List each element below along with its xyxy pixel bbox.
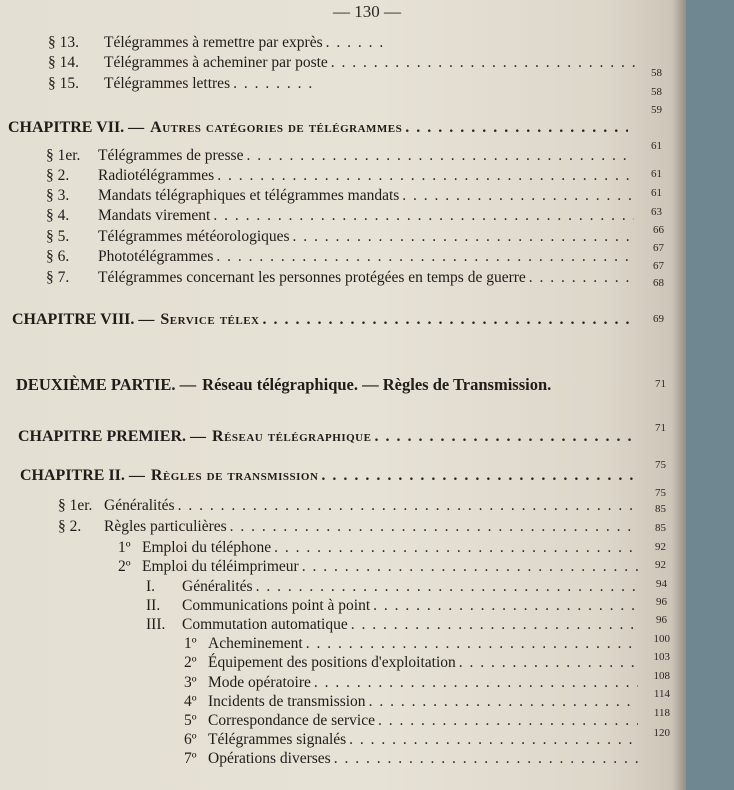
leader-dots — [331, 54, 636, 72]
page-number: — 130 — — [333, 2, 401, 21]
leader-dots — [378, 712, 638, 730]
page-ref: 94 — [656, 578, 667, 590]
leader-dots — [246, 147, 634, 165]
toc-entry — [184, 654, 640, 672]
leader-dots — [178, 497, 638, 515]
entry-text: Mandats virement — [98, 207, 211, 224]
chapter-heading — [12, 311, 634, 329]
leader-dots — [373, 597, 638, 615]
page-ref: 85 — [655, 503, 666, 515]
toc-entry — [184, 674, 640, 692]
entry-text: Service télex — [160, 311, 260, 328]
page-ref: 58 — [651, 67, 662, 79]
leader-dots — [306, 635, 638, 653]
entry-label: § 14. — [48, 54, 79, 71]
page-ref: 67 — [653, 260, 664, 272]
leader-dots — [459, 654, 638, 672]
page-ref: 100 — [653, 633, 670, 645]
entry-text: Règles particulières — [104, 518, 227, 535]
leader-dots — [302, 558, 638, 576]
entry-text: Communications point à point — [182, 597, 371, 614]
entry-label: § 5. — [46, 228, 70, 245]
page-ref: 59 — [651, 104, 662, 116]
page-ref: 118 — [653, 707, 670, 719]
entry-label: I. — [146, 578, 156, 595]
leader-dots — [263, 311, 633, 329]
entry-label: § 6. — [46, 248, 70, 265]
page-ref: 71 — [655, 378, 666, 390]
chapter-heading — [18, 428, 638, 446]
toc-entry — [146, 616, 640, 634]
part-heading — [16, 375, 638, 395]
leader-dots — [402, 187, 634, 205]
entry-text: Règles de transmission — [150, 467, 319, 484]
toc-entry — [46, 228, 636, 246]
page-ref: 75 — [655, 459, 666, 471]
leader-dots — [233, 75, 318, 93]
entry-label: 2º — [184, 654, 197, 671]
leader-dots — [321, 467, 638, 485]
page-gutter-shadow — [672, 0, 686, 790]
entry-text: Opérations diverses — [208, 750, 331, 767]
page-ref: 61 — [651, 140, 662, 152]
entry-label: § 15. — [48, 75, 79, 92]
page-ref: 69 — [653, 313, 664, 325]
entry-text: Équipement des positions d'exploitation — [208, 654, 456, 671]
entry-text: Télégrammes à remettre par exprès — [104, 34, 323, 51]
entry-text: Télégrammes de presse — [98, 147, 244, 164]
page-ref: 114 — [653, 688, 670, 700]
leader-dots — [217, 167, 634, 185]
entry-text: Télégrammes météorologiques — [98, 228, 290, 245]
entry-label: § 3. — [46, 187, 70, 204]
entry-label: DEUXIÈME PARTIE. — — [16, 375, 197, 394]
page-ref: 75 — [655, 487, 666, 499]
entry-text: Mode opératoire — [208, 674, 311, 691]
entry-label: § 1er. — [58, 497, 93, 514]
entry-text: Réseau télégraphique — [212, 428, 372, 445]
chapter-heading — [8, 119, 630, 137]
entry-text: Généralités — [104, 497, 175, 514]
leader-dots — [326, 34, 390, 52]
entry-label: 3º — [184, 674, 197, 691]
toc-entry — [46, 248, 636, 266]
entry-text: Acheminement — [208, 635, 303, 652]
toc-entry — [184, 731, 640, 749]
toc-entry — [58, 518, 640, 536]
page-ref: 120 — [653, 727, 670, 739]
toc-entry — [146, 597, 640, 615]
leader-dots — [314, 674, 638, 692]
entry-text: Commutation automatique — [182, 616, 348, 633]
leader-dots — [293, 228, 634, 246]
page-ref: 103 — [653, 651, 670, 663]
page-ref: 96 — [656, 614, 667, 626]
leader-dots — [216, 248, 634, 266]
entry-label: § 2. — [58, 518, 82, 535]
entry-label: II. — [146, 597, 161, 614]
entry-label: 1º — [184, 635, 197, 652]
toc-entry — [58, 497, 640, 515]
page-ref: 58 — [651, 86, 662, 98]
page-ref: 96 — [656, 596, 667, 608]
entry-label: 6º — [184, 731, 197, 748]
toc-entry — [184, 693, 640, 711]
toc-entry — [48, 54, 638, 72]
entry-text: Télégrammes concernant les personnes protégées en temps de guerre — [98, 269, 526, 286]
entry-label: § 4. — [46, 207, 70, 224]
entry-label: § 1er. — [46, 147, 81, 164]
leader-dots — [274, 539, 638, 557]
entry-label: § 7. — [46, 269, 70, 286]
entry-label: CHAPITRE VII. — — [8, 119, 145, 136]
entry-label: 4º — [184, 693, 197, 710]
entry-text: Phototélégrammes — [98, 248, 214, 265]
page-ref: 68 — [653, 277, 664, 289]
entry-label: 2º — [118, 558, 131, 575]
leader-dots — [374, 428, 636, 446]
entry-text: Radiotélégrammes — [98, 167, 215, 184]
toc-entry — [46, 269, 638, 287]
entry-text: Correspondance de service — [208, 712, 375, 729]
entry-text: Incidents de transmission — [208, 693, 366, 710]
entry-label: 5º — [184, 712, 197, 729]
leader-dots — [230, 518, 638, 536]
entry-text: Emploi du téléphone — [142, 539, 272, 556]
toc-entry — [48, 34, 392, 52]
entry-text: Emploi du téléimprimeur — [142, 558, 299, 575]
page-ref: 67 — [653, 242, 664, 254]
toc-entry — [184, 635, 640, 653]
leader-dots — [256, 578, 638, 596]
entry-label: § 2. — [46, 167, 70, 184]
entry-label: CHAPITRE VIII. — — [12, 311, 155, 328]
toc-entry — [48, 75, 320, 93]
entry-label: 1º — [118, 539, 131, 556]
leader-dots — [369, 693, 638, 711]
entry-text: Télégrammes lettres — [104, 75, 231, 92]
toc-entry — [184, 750, 640, 768]
entry-text: Télégrammes signalés — [208, 731, 347, 748]
page-ref: 61 — [651, 187, 662, 199]
toc-entry — [46, 167, 636, 185]
page-ref: 85 — [655, 522, 666, 534]
leader-dots — [351, 616, 638, 634]
entry-text: Mandats télégraphiques et télégrammes mandats — [98, 187, 400, 204]
page-ref: 66 — [653, 224, 664, 236]
entry-text: Télégrammes à acheminer par poste — [104, 54, 328, 71]
toc-entry — [146, 578, 640, 596]
leader-dots — [529, 269, 636, 287]
entry-text: Réseau télégraphique. — Règles de Transmission. — [202, 375, 552, 394]
leader-dots — [334, 750, 638, 768]
page-ref: 92 — [655, 541, 666, 553]
entry-label: III. — [146, 616, 166, 633]
toc-entry — [46, 147, 636, 165]
entry-label: 7º — [184, 750, 197, 767]
toc-entry — [184, 712, 640, 730]
chapter-heading — [20, 467, 640, 485]
toc-entry — [46, 207, 636, 225]
entry-label: § 13. — [48, 34, 79, 51]
page-ref: 71 — [655, 422, 666, 434]
entry-text: Autres catégories de télégrammes — [150, 119, 403, 136]
toc-entry — [118, 558, 640, 576]
toc-entry — [46, 187, 636, 205]
leader-dots — [405, 119, 628, 137]
entry-text: Généralités — [182, 578, 253, 595]
entry-label: CHAPITRE PREMIER. — — [18, 428, 207, 445]
entry-label: CHAPITRE II. — — [20, 467, 145, 484]
page-ref: 92 — [655, 559, 666, 571]
page-ref: 108 — [653, 670, 670, 682]
leader-dots — [213, 207, 634, 225]
toc-entry — [118, 539, 640, 557]
page-ref: 63 — [651, 206, 662, 218]
page-ref: 61 — [651, 168, 662, 180]
leader-dots — [349, 731, 638, 749]
